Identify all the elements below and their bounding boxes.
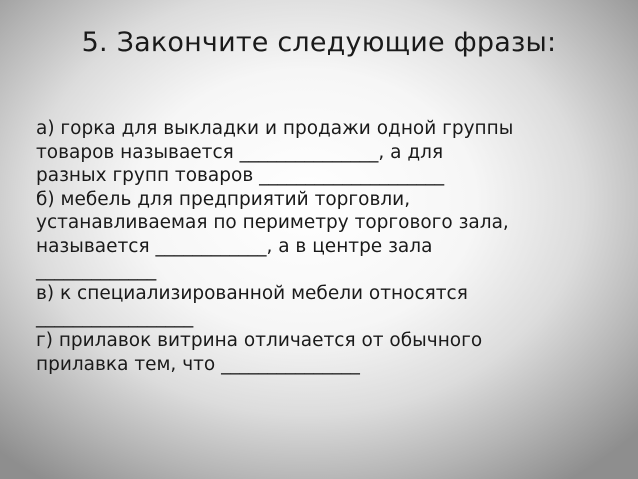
phrase-line: а) горка для выкладки и продажи одной группы	[36, 118, 514, 139]
phrase-line: _____________	[36, 259, 157, 281]
phrase-line: б) мебель для предприятий торговли,	[36, 188, 411, 210]
phrase-line: устанавливаемая по периметру торгового зала,	[36, 212, 509, 234]
phrase-line: г) прилавок витрина отличается от обычного	[36, 330, 483, 352]
phrase-line: _________________	[36, 306, 194, 328]
phrase-item-g	[36, 329, 616, 376]
phrase-line: прилавка тем, что _______________	[36, 353, 360, 375]
phrase-line: называется ____________, а в центре зала	[36, 235, 433, 257]
slide-body	[36, 117, 616, 377]
phrase-item-b	[36, 188, 616, 282]
phrase-line: товаров называется _______________, а для	[36, 141, 444, 163]
phrase-item-v	[36, 282, 616, 329]
slide-title: 5. Закончите следующие фразы:	[81, 27, 557, 58]
phrase-line: разных групп товаров ____________________	[36, 165, 445, 187]
phrase-item-a	[36, 117, 616, 188]
phrase-line: в) к специализированной мебели относятся	[36, 283, 468, 305]
